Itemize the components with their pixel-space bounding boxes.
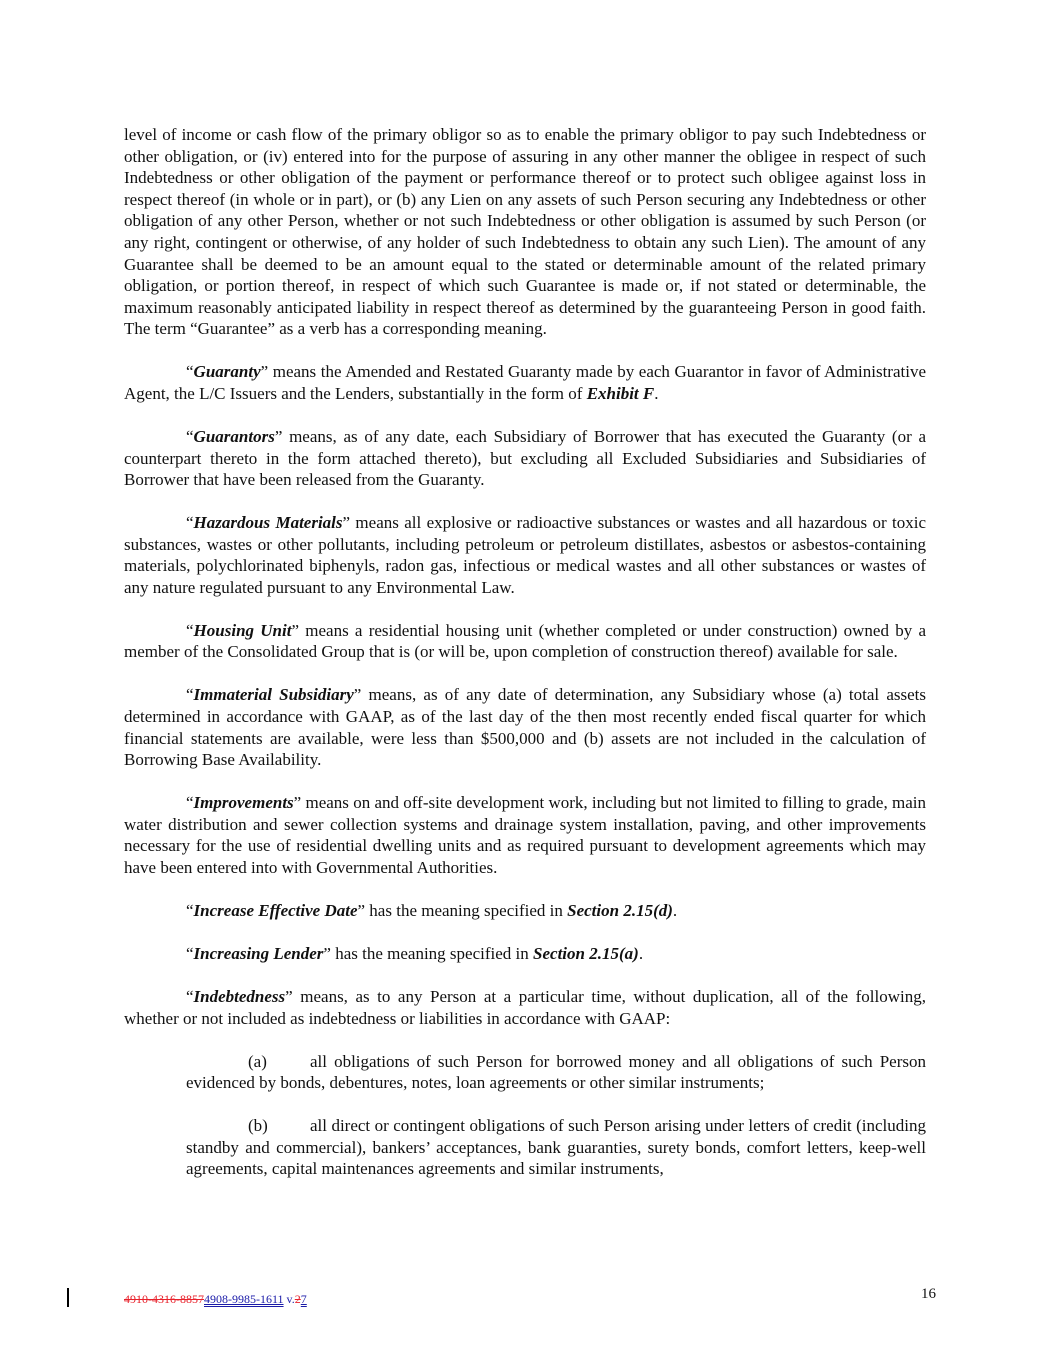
defined-term: Indebtedness: [193, 986, 286, 1006]
definition-text: ” means, as of any date of determination, any Subsidiary whose (a) total assets determined in accordance with GAAP, as of the last day of the then most recently ended fiscal quarter for which financial statements are available, were less than $500,000 and (b) assets are not included in the calculation of Borrowing Base Availability.: [124, 685, 927, 770]
definition-increasing-lender: “Increasing Lender” has the meaning specified in Section 2.15(a).: [186, 943, 644, 963]
revision-change-bar: [67, 1288, 69, 1307]
continuation-paragraph: level of income or cash flow of the primary obligor so as to enable the primary obligor to pay such Indebtedness or other obligation, or (iv) entered into for the purpose of assuring in any other manner the obligee in respect of such Indebtedness or other obligation of the payment or performance thereof or to protect such obligee against loss in respect thereof (in whole or in part), or (b) any Lien on any assets of such Person securing any Indebtedness or other obligation of any other Person, whether or not such Indebtedness or other obligation is assumed by such Person (or any right, contingent or otherwise, of any holder of such Indebtedness to obtain any such Lien). The amount of any Guarantee shall be deemed to be an amount equal to the stated or determinable amount of the related primary obligation, or portion thereof, in respect of which such Guarantee is made or, if not stated or determinable, the maximum reasonably anticipated liability in respect thereof as determined by the guaranteeing Person in good faith. The term “Guarantee” as a verb has a corresponding meaning.: [124, 125, 926, 339]
subclause-a: [186, 1051, 926, 1094]
defined-term: Hazardous Materials: [193, 513, 343, 533]
open-quote: “: [186, 943, 194, 963]
definition-immaterial-subsidiary: [124, 684, 926, 770]
open-quote: “: [186, 685, 194, 705]
open-quote: “: [186, 900, 194, 920]
inserted-doc-id: 4908-9985-1611: [204, 1292, 284, 1306]
open-quote: “: [186, 513, 194, 533]
page-footer: [0, 1280, 1055, 1320]
subclause-text: all obligations of such Person for borrowed money and all obligations of such Person evidenced by bonds, debentures, notes, loan agreements or other similar instruments;: [186, 1051, 926, 1093]
deleted-doc-id: 4910-4316-8857: [124, 1292, 204, 1306]
inserted-version: 7: [300, 1292, 307, 1306]
definition-improvements: [124, 792, 926, 878]
open-quote: “: [186, 620, 194, 640]
cross-reference: Section 2.15(d): [567, 900, 673, 920]
cross-reference: Section 2.15(a): [533, 943, 639, 963]
open-quote: “: [186, 986, 194, 1006]
defined-term: Housing Unit: [193, 620, 292, 640]
definition-text: ” means the Amended and Restated Guaranty made by each Guarantor in favor of Administrative Agent, the L/C Issuers and the Lenders, substantially in the form of: [124, 362, 926, 403]
definition-increase-effective-date: “Increase Effective Date” has the meaning specified in Section 2.15(d).: [186, 900, 678, 920]
defined-term: Immaterial Subsidiary: [193, 685, 354, 705]
subclause-label: (a): [248, 1051, 267, 1071]
defined-term: Guaranty: [193, 362, 261, 382]
definition-text: ” means, as to any Person at a particular time, without duplication, all of the following, whether or not included as indebtedness or liabilities in accordance with GAAP:: [124, 986, 926, 1028]
definition-text: ” has the meaning specified in: [357, 900, 568, 920]
definition-indebtedness: [124, 986, 926, 1029]
open-quote: “: [186, 362, 194, 382]
subclause-text: all direct or contingent obligations of such Person arising under letters of credit (including standby and commercial), bankers’ acceptances, bank guaranties, surety bonds, comfort letters, keep-well agreements, capital maintenances agreements and similar instruments,: [186, 1116, 926, 1179]
definition-guarantors: [124, 426, 926, 491]
defined-term: Increase Effective Date: [193, 900, 358, 920]
definition-text: ” means on and off-site development work, including but not limited to filling to grade, main water distribution and sewer collection systems and drainage system installation, paving, and other improvements necessary for the use of residential dwelling units and as required pursuant to development agreements which may have been entered into with Governmental Authorities.: [124, 793, 926, 877]
document-page: [124, 124, 926, 1180]
definition-text: ” means a residential housing unit (whether completed or under construction) owned by a member of the Consolidated Group that is (or will be, upon completion of construction thereof) available for sale.: [124, 620, 926, 662]
version-prefix: v.: [283, 1292, 295, 1306]
definition-text: ” means all explosive or radioactive substances or wastes and all hazardous or toxic substances, wastes or other pollutants, including petroleum or petroleum distillates, asbestos or asbestos-containing materials, polychlorinated biphenyls, radon gas, infectious or medical wastes and all other substances or wastes of any nature regulated pursuant to any Environmental Law.: [124, 513, 926, 597]
deleted-version: 2: [294, 1292, 301, 1306]
definition-hazardous-materials: [124, 512, 926, 598]
defined-term: Guarantors: [193, 426, 275, 446]
document-id: [124, 1292, 307, 1307]
definition-housing-unit: [124, 620, 926, 663]
open-quote: “: [186, 793, 194, 813]
definition-text: ” means, as of any date, each Subsidiary of Borrower that has executed the Guaranty (or a counterpart thereto in the form attached thereto), but excluding all Excluded Subsidiaries and Subsidiaries of Borrower that have been released from the Guaranty.: [124, 426, 926, 490]
subclause-b: [186, 1115, 926, 1180]
defined-term: Increasing Lender: [193, 943, 324, 963]
definition-text: ” has the meaning specified in: [323, 943, 534, 963]
open-quote: “: [186, 426, 194, 446]
cross-reference: Exhibit F: [586, 383, 655, 403]
page-number: 16: [921, 1286, 936, 1302]
definition-guaranty: “Guaranty” means the Amended and Restated Guaranty made by each Guarantor in favor of Administrative Agent, the L/C Issuers and the Lenders, substantially in the form of Exhibit F.: [124, 362, 926, 403]
subclause-label: (b): [248, 1116, 268, 1136]
defined-term: Improvements: [193, 793, 294, 813]
